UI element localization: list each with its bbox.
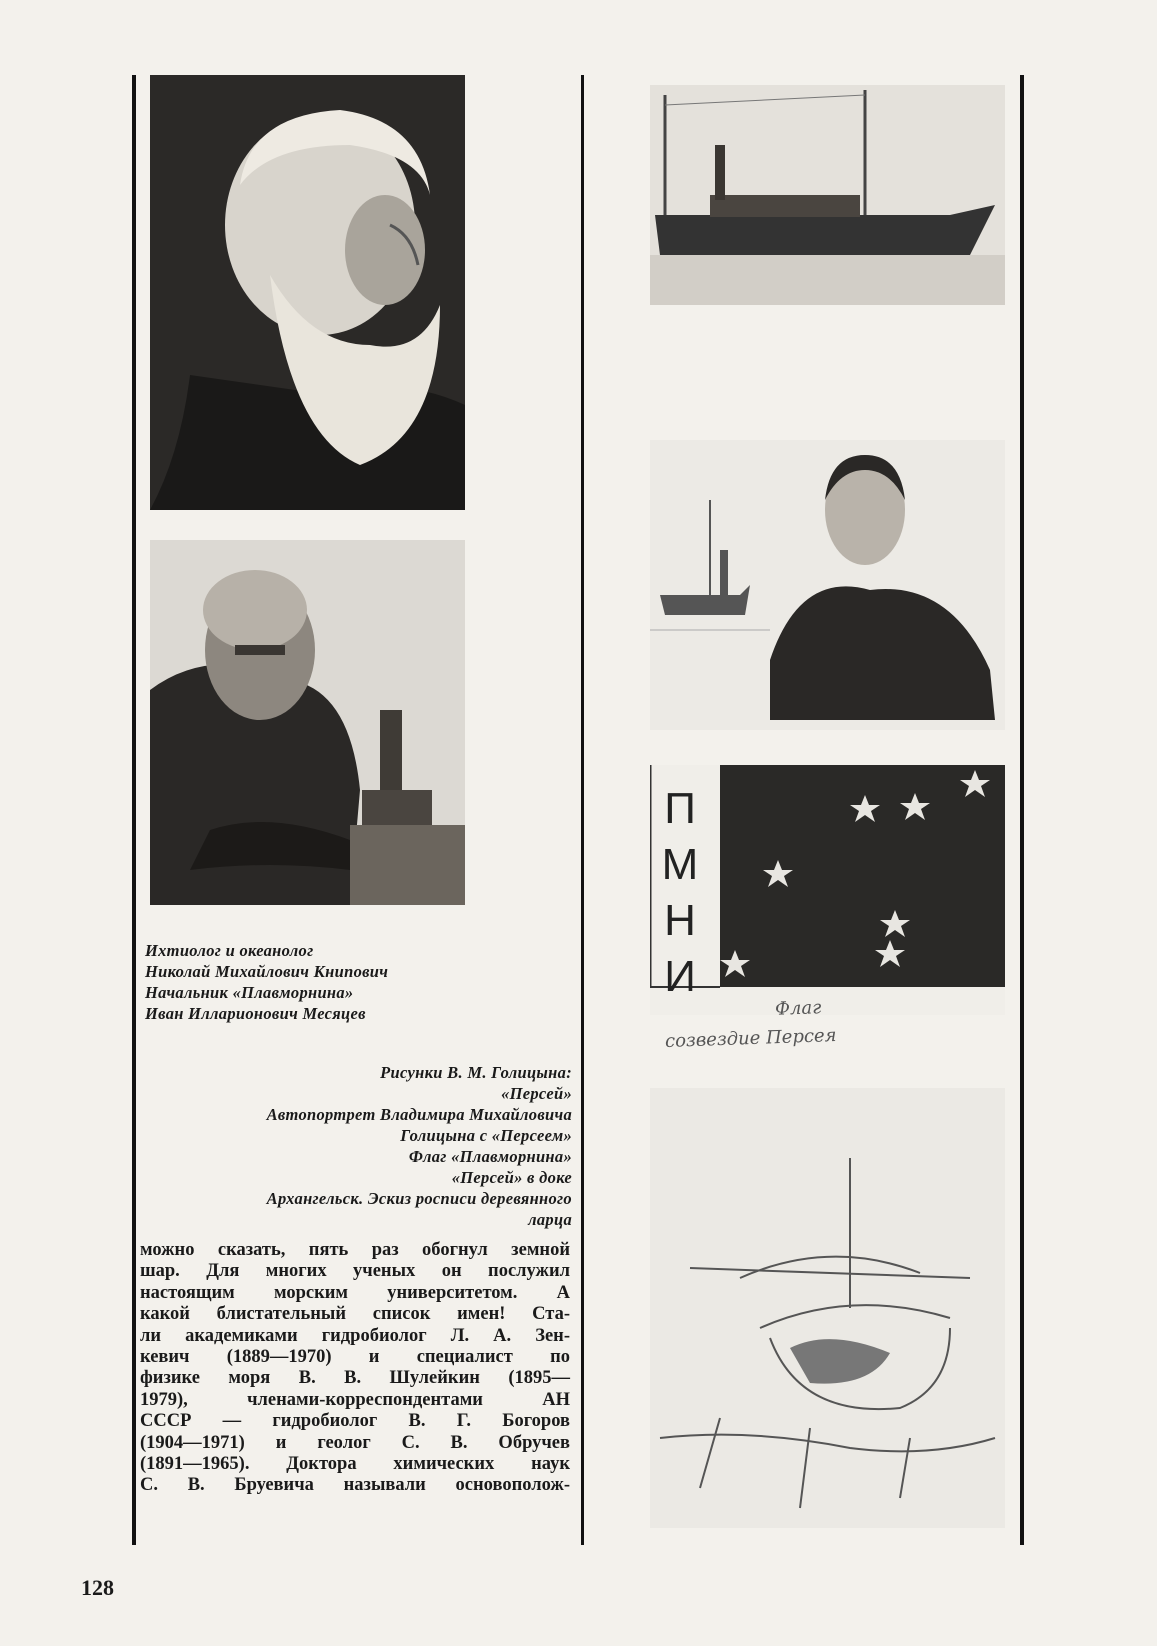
flag-letter: М bbox=[661, 840, 699, 889]
right-column-rule bbox=[1020, 75, 1024, 1545]
body-line: можно сказать, пять раз обогнул земной bbox=[140, 1240, 570, 1260]
caption-line: Голицына с «Персеем» bbox=[400, 1126, 572, 1145]
drawing-persey-in-dock bbox=[650, 1088, 1005, 1528]
page-number: 128 bbox=[81, 1575, 114, 1600]
flag-letter: И bbox=[664, 952, 696, 1001]
body-line: настоящим морским университетом. А bbox=[140, 1282, 570, 1303]
left-column-rule bbox=[132, 75, 136, 1545]
caption-line: Иван Илларионович Месяцев bbox=[145, 1004, 366, 1023]
caption-line: Флаг «Плавморнина» bbox=[408, 1147, 572, 1166]
body-line: С. В. Бруевича называли основополож- bbox=[140, 1475, 570, 1496]
body-line: какой блистательный список имен! Ста- bbox=[140, 1304, 570, 1325]
body-line: шар. Для многих ученых он послужил bbox=[140, 1261, 570, 1282]
flag-letter: Н bbox=[664, 896, 696, 945]
left-photo-captions bbox=[145, 940, 565, 1024]
flag-handwritten-note: Флаг bbox=[774, 997, 822, 1020]
flag-handwritten-note: созвездие Персея bbox=[664, 1025, 837, 1052]
caption-line: Рисунки В. М. Голицына: bbox=[380, 1063, 572, 1082]
caption-line: «Персей» bbox=[501, 1084, 572, 1103]
center-column-rule bbox=[581, 75, 584, 1545]
body-line: СССР — гидробиолог В. Г. Богоров bbox=[140, 1411, 570, 1432]
drawing-golitsyn-self-portrait bbox=[650, 440, 1005, 730]
caption-line: Начальник «Плавморнина» bbox=[145, 983, 354, 1002]
body-line: (1891—1965). Доктора химических наук bbox=[140, 1454, 570, 1475]
flag-letter: П bbox=[664, 784, 696, 833]
body-text bbox=[140, 1240, 570, 1497]
caption-line: ларца bbox=[528, 1210, 572, 1229]
body-line: физике моря В. В. Шулейкин (1895— bbox=[140, 1368, 570, 1389]
body-line: ли академиками гидробиолог Л. А. Зен- bbox=[140, 1325, 570, 1346]
caption-line: Николай Михайлович Книпович bbox=[145, 962, 389, 981]
drawings-captions bbox=[150, 1062, 572, 1230]
drawing-persey-ship bbox=[650, 85, 1005, 305]
flag-letters bbox=[650, 784, 710, 1002]
caption-line: «Персей» в доке bbox=[451, 1168, 572, 1187]
body-line: кевич (1889—1970) и специалист по bbox=[140, 1347, 570, 1368]
caption-line: Архангельск. Эскиз росписи деревянного bbox=[266, 1189, 572, 1208]
body-line: (1904—1971) и геолог С. В. Обручев bbox=[140, 1432, 570, 1453]
caption-line: Ихтиолог и океанолог bbox=[145, 941, 314, 960]
caption-line: Автопортрет Владимира Михайловича bbox=[266, 1105, 572, 1124]
portrait-knipovich-photo bbox=[150, 75, 465, 510]
body-line: 1979), членами-корреспондентами АН bbox=[140, 1389, 570, 1410]
portrait-mesyatsev-photo bbox=[150, 540, 465, 905]
